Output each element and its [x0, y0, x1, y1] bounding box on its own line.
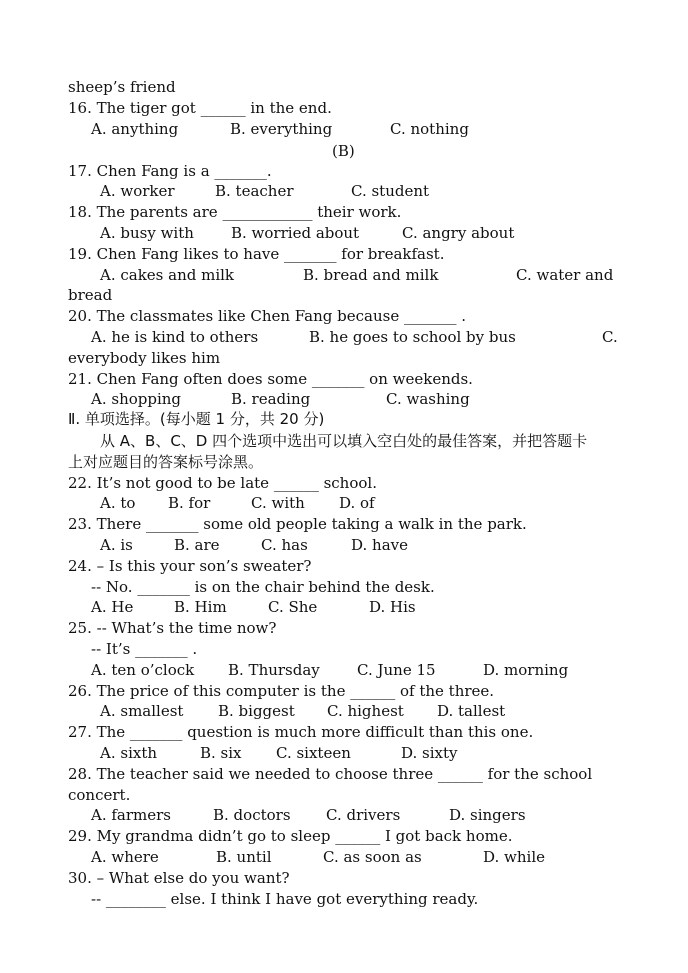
question-stem: 19. Chen Fang likes to have _______ for breakfast.: [68, 245, 445, 263]
question-stem: 17. Chen Fang is a _______.: [68, 162, 272, 180]
section-label: (B): [332, 142, 355, 160]
option-c: C.: [602, 328, 618, 346]
option-d: D. sixty: [401, 744, 458, 762]
part-2-heading: [0, 409, 688, 430]
option-a: A. to: [100, 494, 136, 512]
option-b: B. teacher: [215, 182, 294, 200]
question-stem: 24. – Is this your son’s sweater?: [68, 557, 312, 575]
question-18-options: [0, 223, 688, 244]
question-stem: 21. Chen Fang often does some _______ on weekends.: [68, 370, 473, 388]
option-c: C. has: [261, 536, 308, 554]
question-25-reply: [0, 639, 688, 660]
option-b: B. reading: [231, 390, 311, 408]
question-22-options: [0, 493, 688, 514]
question-19-options-cont: [0, 285, 688, 306]
option-c: C. student: [351, 182, 430, 200]
question-28: [0, 764, 688, 785]
question-20-options-cont: [0, 348, 688, 369]
question-24: [0, 556, 688, 577]
option-a: A. He: [91, 598, 134, 616]
option-a: A. he is kind to others: [91, 328, 259, 346]
instruction-text: 从 A、B、C、D 四个选项中选出可以填入空白处的最佳答案，并把答题卡: [100, 432, 588, 450]
option-c: C. She: [268, 598, 318, 616]
question-stem: 20. The classmates like Chen Fang because _______ .: [68, 307, 467, 325]
question-30-reply: [0, 889, 688, 910]
option-c: C. drivers: [326, 806, 401, 824]
instructions-cont: [0, 452, 688, 473]
option-a: A. worker: [100, 182, 175, 200]
option-a: A. sixth: [100, 744, 158, 762]
option-c: C. washing: [386, 390, 470, 408]
option-d: D. singers: [449, 806, 526, 824]
option-b: B. six: [200, 744, 242, 762]
option-c: C. with: [251, 494, 305, 512]
question-21: [0, 369, 688, 390]
option-b: B. are: [174, 536, 220, 554]
option-c-cont: everybody likes him: [68, 349, 221, 367]
option-b: B. worried about: [231, 224, 360, 242]
question-24-options: [0, 597, 688, 618]
option-b: B. Thursday: [228, 661, 320, 679]
option-b: B. Him: [174, 598, 227, 616]
question-29-options: [0, 847, 688, 868]
question-28-cont: [0, 785, 688, 806]
question-27: [0, 722, 688, 743]
question-23: [0, 514, 688, 535]
question-stem: 18. The parents are ____________ their work.: [68, 203, 402, 221]
option-a: A. is: [100, 536, 133, 554]
question-stem: 22. It’s not good to be late ______ school.: [68, 474, 377, 492]
question-20-options: [0, 327, 688, 348]
option-d: D. of: [339, 494, 375, 512]
option-a: A. shopping: [91, 390, 182, 408]
option-b: B. bread and milk: [303, 266, 439, 284]
instruction-text: 上对应题目的答案标号涂黑。: [68, 453, 264, 471]
option-d: D. have: [351, 536, 408, 554]
option-b: B. everything: [230, 120, 333, 138]
option-d: D. while: [483, 848, 545, 866]
question-stem-cont: concert.: [68, 786, 131, 804]
question-22: [0, 473, 688, 494]
option-a: A. anything: [91, 120, 179, 138]
option-c: C. as soon as: [323, 848, 422, 866]
option-d: D. morning: [483, 661, 569, 679]
question-stem: 30. – What else do you want?: [68, 869, 290, 887]
question-25-options: [0, 660, 688, 681]
instructions: [0, 431, 688, 452]
question-stem: 23. There _______ some old people taking a walk in the park.: [68, 515, 527, 533]
option-b: B. until: [216, 848, 272, 866]
question-23-options: [0, 535, 688, 556]
option-a: A. cakes and milk: [100, 266, 235, 284]
question-stem: 16. The tiger got ______ in the end.: [68, 99, 332, 117]
option-a: A. smallest: [100, 702, 184, 720]
part-title: Ⅱ. 单项选择。(每小题 1 分，共 20 分): [68, 410, 325, 428]
option-b: B. biggest: [218, 702, 295, 720]
question-16-options: [0, 119, 688, 140]
section-heading-b: [0, 141, 688, 162]
option-c: C. June 15: [357, 661, 436, 679]
question-25: [0, 618, 688, 639]
option-d: D. tallest: [437, 702, 506, 720]
question-stem: 27. The _______ question is much more difficult than this one.: [68, 723, 534, 741]
option-d: D. His: [369, 598, 416, 616]
question-17: [0, 161, 688, 182]
question-17-options: [0, 181, 688, 202]
option-a: A. busy with: [100, 224, 194, 242]
passage-text: sheep’s friend: [68, 78, 176, 96]
question-26: [0, 681, 688, 702]
option-c: C. angry about: [402, 224, 515, 242]
option-c-cont: bread: [68, 286, 113, 304]
question-26-options: [0, 701, 688, 722]
option-c: C. highest: [327, 702, 404, 720]
question-28-options: [0, 805, 688, 826]
option-c: C. nothing: [390, 120, 469, 138]
option-b: B. for: [168, 494, 211, 512]
question-stem: 29. My grandma didn’t go to sleep ______ I got back home.: [68, 827, 513, 845]
question-18: [0, 202, 688, 223]
question-21-options: [0, 389, 688, 410]
question-16: [0, 98, 688, 119]
question-stem: 25. -- What’s the time now?: [68, 619, 277, 637]
question-29: [0, 826, 688, 847]
option-b: B. he goes to school by bus: [309, 328, 516, 346]
question-20: [0, 306, 688, 327]
question-stem: 28. The teacher said we needed to choose three ______ for the school: [68, 765, 593, 783]
question-24-reply: [0, 577, 688, 598]
question-27-options: [0, 743, 688, 764]
dialogue-line: -- It’s _______ .: [91, 640, 198, 658]
option-c: C. water and: [516, 266, 614, 284]
question-stem: 26. The price of this computer is the ______ of the three.: [68, 682, 495, 700]
option-a: A. ten o’clock: [91, 661, 195, 679]
option-c: C. sixteen: [276, 744, 351, 762]
option-b: B. doctors: [213, 806, 291, 824]
passage-line: [0, 77, 688, 98]
option-a: A. where: [91, 848, 159, 866]
question-30: [0, 868, 688, 889]
option-a: A. farmers: [91, 806, 172, 824]
dialogue-line: -- No. _______ is on the chair behind the desk.: [91, 578, 435, 596]
question-19: [0, 244, 688, 265]
question-19-options: [0, 265, 688, 286]
dialogue-line: -- ________ else. I think I have got everything ready.: [91, 890, 479, 908]
